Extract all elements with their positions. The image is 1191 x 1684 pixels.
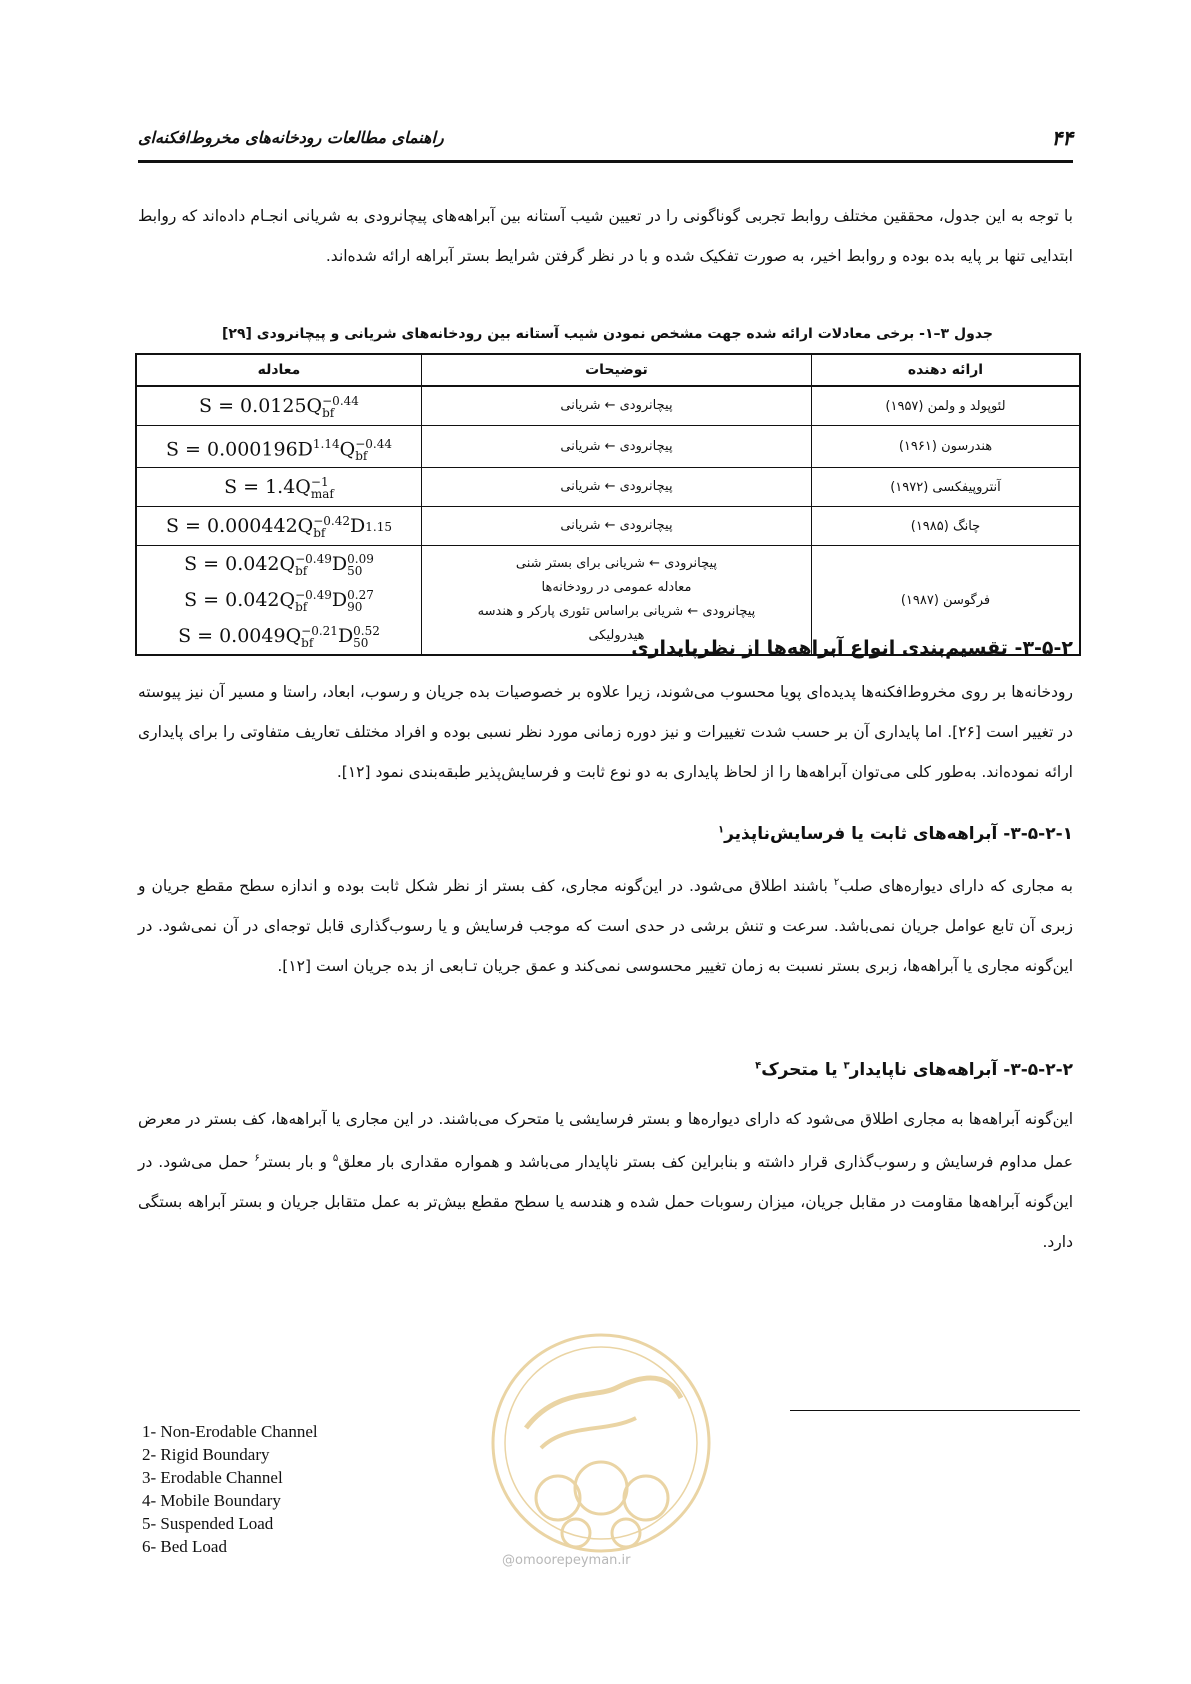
- seal-watermark: [486, 1328, 716, 1558]
- watermark-url: @omoorepeyman.ir: [502, 1553, 631, 1568]
- footnotes: [142, 1420, 318, 1558]
- table-row: [136, 386, 1080, 426]
- para-text: به مجاری که دارای دیواره‌های صلب: [839, 877, 1073, 896]
- description-line: پیچانرودی ← شریانی: [560, 438, 673, 454]
- formula-cell: [136, 468, 421, 507]
- table-caption: جدول ۳–۱- برخی معادلات ارائه شده جهت مشخص نمودن شیب آستانه بین رودخانه‌های شریانی و پیچانرودی [۲۹]: [222, 326, 993, 342]
- formula: S = 0.042Q −0.49 bf D 0.27 90: [184, 588, 374, 615]
- formula: S = 0.0125Q −0.44 bf: [199, 394, 359, 420]
- section-3-5-2-2-paragraph: [138, 1099, 1073, 1262]
- para-text: حمل می‌شود. در این‌گونه آبراهه‌ها مقاومت در مقابل جریان، میزان رسوبات حمل شده و هندسه یا سطح مقطع بیش‌تر به عمل متقابل جریان و بستر آبراهه بستگی دارد.: [138, 1153, 1073, 1252]
- formula: S = 1.4Q −1 maf: [224, 475, 334, 502]
- header-presenter: ارائه دهنده: [811, 354, 1080, 386]
- footnote-ref: ۵: [332, 1153, 339, 1164]
- footnote-item: 3- Erodable Channel: [142, 1468, 283, 1487]
- presenter-cell: لئوپولد و ولمن (۱۹۵۷): [811, 386, 1080, 426]
- description-line: معادله عمومی در رودخانه‌ها: [541, 580, 692, 596]
- section-heading-3-5-2-2: [138, 1060, 1073, 1080]
- table-row: [136, 426, 1080, 468]
- formula-cell: [136, 386, 421, 426]
- description-line: پیچانرودی ← شریانی: [560, 518, 673, 534]
- description-line: پیچانرودی ← شریانی براساس تئوری پارکر و هندسه: [477, 604, 756, 620]
- presenter-cell: آنتروپیفکسی (۱۹۷۲): [811, 468, 1080, 507]
- footnote-item: 1- Non-Erodable Channel: [142, 1422, 318, 1441]
- para-text: این‌گونه آبراهه‌ها به مجاری اطلاق می‌شود که دارای دیواره‌ها و بستر فرسایشی یا متحرک می‌باشند. در این مجاری یا آبراهه‌ها، کف بستر در معرض عمل مداوم فرسایش و رسوب‌گذاری قرار داشته و بنابراین کف بستر ناپایدار می‌باشد و همواره مقداری بار معلق: [138, 1110, 1073, 1172]
- table-header-row: [136, 354, 1080, 386]
- heading-text: ۳-۵-۲-۲- آبراهه‌های ناپایدار: [849, 1060, 1073, 1080]
- footnote-ref: ۱: [717, 824, 725, 836]
- running-title: راهنمای مطالعات رودخانه‌های مخروط‌افکنه‌ای: [138, 128, 444, 147]
- section-3-5-2-1-paragraph: [138, 863, 1073, 986]
- footnote-rule: [790, 1410, 1080, 1411]
- section-heading-3-5-2-1: [138, 824, 1073, 844]
- footnote-item: 6- Bed Load: [142, 1537, 227, 1556]
- header-rule: [138, 160, 1073, 163]
- footnote-ref: ۶: [254, 1153, 260, 1164]
- formula: $S = 0.000196D^{1.14}Q$ −0.44 bf: [165, 437, 392, 464]
- presenter-cell: هندرسون (۱۹۶۱): [811, 426, 1080, 468]
- description-line: هیدرولیکی: [588, 628, 645, 644]
- intro-paragraph: با توجه به این جدول، محققین مختلف روابط تجربی گوناگونی را در تعیین شیب آستانه بین آبراهه‌های پیچانرودی به شریانی انجـام داده‌اند که روابط ابتدایی تنها بر پایه بده بوده و روابط اخیر، به صورت تفکیک شده و با در نظر گرفتن شرایط بستر آبراهه ارائه شده‌اند.: [138, 207, 1073, 265]
- footnote-ref: ۲: [833, 877, 840, 888]
- table-row: [136, 507, 1080, 546]
- description-line: پیچانرودی ← شریانی: [560, 398, 673, 413]
- footnote-item: 5- Suspended Load: [142, 1514, 274, 1533]
- footnote-item: 4- Mobile Boundary: [142, 1491, 281, 1510]
- description-line: پیچانرودی ← شریانی برای بستر شنی: [515, 556, 718, 572]
- description-cell: [421, 507, 811, 546]
- heading-text: یا متحرک: [761, 1060, 844, 1080]
- page-number: ۴۴: [1051, 126, 1073, 150]
- equations-table: [135, 353, 1081, 656]
- page-header: [138, 128, 1073, 158]
- formula: S = 0.0049Q −0.21 bf D 0.52 50: [178, 624, 380, 651]
- section-heading-3-5-2: ۳-۵-۲- تقسیم‌بندی انواع آبراهه‌ها از نظرپایداری: [631, 637, 1073, 659]
- description-cell: [421, 386, 811, 426]
- presenter-cell: فرگوسن (۱۹۸۷): [811, 546, 1080, 656]
- description-line: پیچانرودی ← شریانی: [560, 479, 673, 495]
- description-cell: [421, 468, 811, 507]
- formula-cell: [136, 507, 421, 546]
- table-row: [136, 468, 1080, 507]
- footnote-ref: ۴: [755, 1060, 762, 1072]
- section-3-5-2-paragraph: رودخانه‌ها بر روی مخروط‌افکنه‌ها پدیده‌ای پویا محسوب می‌شوند، زیرا علاوه بر خصوصیات بده جریان و رسوب، ابعاد، راستا و مسیر آن نیز پیوسته در تغییر است [۲۶]. اما پایداری آن بر حسب شدت تغییرات و نیز دوره زمانی مورد نظر نسبی بوده و افراد مختلف تعاریف متفاوتی را برای پایداری ارائه نموده‌اند. به‌طور کلی می‌توان آبراهه‌ها را از لحاظ پایداری به دو نوع ثابت و فرسایش‌پذیر طبقه‌بندی نمود [۱۲].: [138, 683, 1073, 781]
- heading-text: ۳-۵-۲-۱- آبراهه‌های ثابت یا فرسایش‌ناپذیر: [724, 824, 1073, 844]
- para-text: و بار بستر: [259, 1153, 333, 1172]
- formula: S = 0.000442Q −0.42 bf D 1.15: [165, 514, 392, 541]
- formula-cell: [136, 426, 421, 468]
- header-formula: معادله: [136, 354, 421, 386]
- formula: S = 0.042Q −0.49 bf D 0.09 50: [184, 552, 374, 579]
- description-cell: [421, 426, 811, 468]
- presenter-cell: چانگ (۱۹۸۵): [811, 507, 1080, 546]
- para-text: باشند اطلاق می‌شود. در این‌گونه مجاری، کف بستر از نظر شکل ثابت بوده و اندازه سطح مقطع جریان و زبری آن تابع عوامل جریان نمی‌باشد. سرعت و تنش برشی در حدی است که موجب فرسایش و یا رسوب‌گذاری قابل توجه‌ای در آن نمی‌شود. در این‌گونه مجاری یا آبراهه‌ها، زبری بستر نسبت به زمان تغییر محسوسی نمی‌کند و عمق جریان تـابعی از بده جریان است [۱۲].: [138, 877, 1073, 976]
- footnote-item: 2- Rigid Boundary: [142, 1445, 270, 1464]
- footnote-ref: ۳: [843, 1060, 850, 1072]
- header-description: توضیحات: [421, 354, 811, 386]
